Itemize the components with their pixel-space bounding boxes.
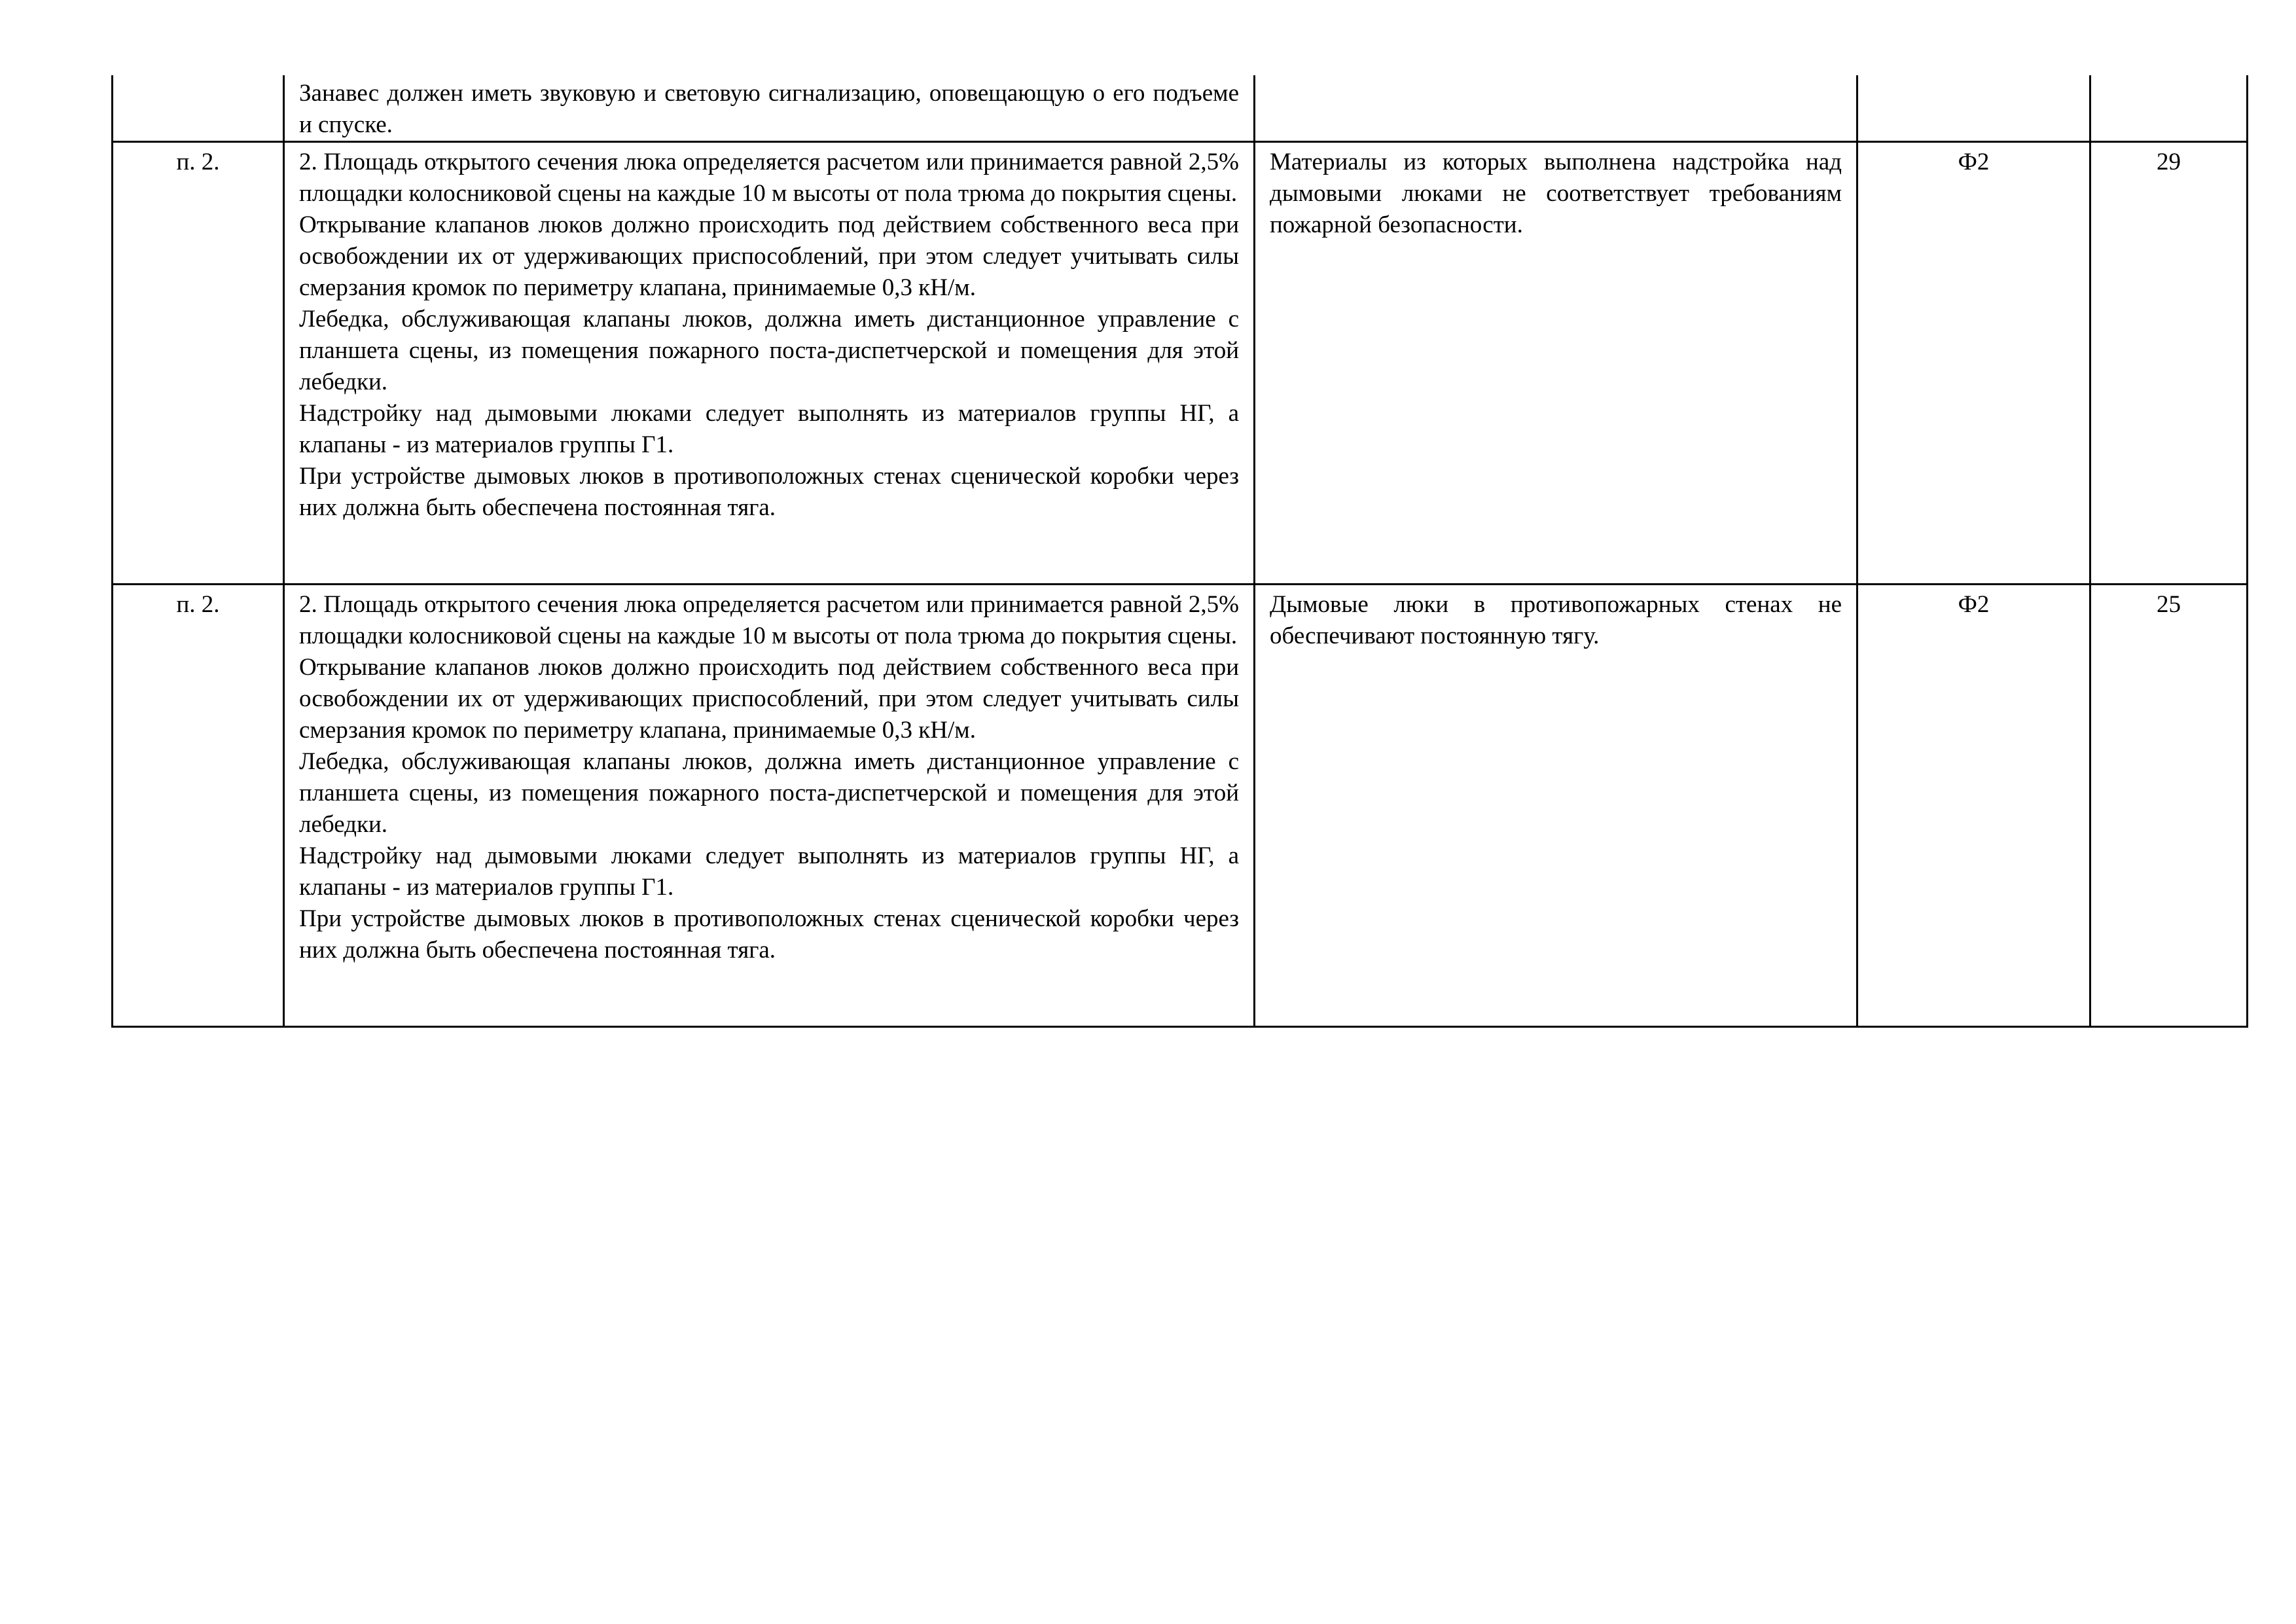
class-cell: Ф2 bbox=[1857, 142, 2090, 585]
requirement-cell bbox=[284, 142, 1255, 585]
page-cell: 29 bbox=[2090, 142, 2248, 585]
table-row bbox=[113, 75, 2248, 142]
clause-number-cell: п. 2. bbox=[113, 142, 284, 585]
requirement-cell bbox=[284, 75, 1255, 142]
requirement-paragraph: Лебедка, обслуживающая клапаны люков, должна иметь дистанционное управление с планшета сцены, из помещения пожарного поста-диспетчерской и помещения для этой лебедки. bbox=[299, 306, 1239, 395]
requirements-table bbox=[111, 75, 2248, 1028]
requirement-paragraph: Надстройку над дымовыми люками следует выполнять из материалов группы НГ, а клапаны - из материалов группы Г1. bbox=[299, 400, 1239, 458]
clause-number-cell bbox=[113, 75, 284, 142]
clause-number-cell: п. 2. bbox=[113, 585, 284, 1027]
requirement-paragraph: 2. Площадь открытого сечения люка определяется расчетом или принимается равной 2,5% площадки колосниковой сцены на каждые 10 м высоты от пола трюма до покрытия сцены. bbox=[299, 149, 1239, 207]
requirement-paragraph: Лебедка, обслуживающая клапаны люков, должна иметь дистанционное управление с планшета сцены, из помещения пожарного поста-диспетчерской и помещения для этой лебедки. bbox=[299, 748, 1239, 838]
requirement-paragraph: Занавес должен иметь звуковую и световую сигнализацию, оповещающую о его подъеме и спуске. bbox=[299, 80, 1239, 138]
requirement-paragraph: 2. Площадь открытого сечения люка определяется расчетом или принимается равной 2,5% площадки колосниковой сцены на каждые 10 м высоты от пола трюма до покрытия сцены. bbox=[299, 591, 1239, 649]
table-row bbox=[113, 142, 2248, 585]
class-cell bbox=[1857, 75, 2090, 142]
violation-text: Дымовые люки в противопожарных стенах не обеспечивают постоянную тягу. bbox=[1270, 591, 1842, 649]
violation-cell bbox=[1255, 585, 1857, 1027]
violation-cell bbox=[1255, 75, 1857, 142]
requirement-paragraph: При устройстве дымовых люков в противоположных стенах сценической коробки через них должна быть обеспечена постоянная тяга. bbox=[299, 463, 1239, 521]
table-row bbox=[113, 585, 2248, 1027]
requirement-paragraph: Открывание клапанов люков должно происходить под действием собственного веса при освобождении их от удерживающих приспособлений, при этом следует учитывать силы смерзания кромок по периметру клапана, принимаемые 0,3 кН/м. bbox=[299, 211, 1239, 301]
requirement-paragraph: Открывание клапанов люков должно происходить под действием собственного веса при освобождении их от удерживающих приспособлений, при этом следует учитывать силы смерзания кромок по периметру клапана, принимаемые 0,3 кН/м. bbox=[299, 654, 1239, 744]
requirement-paragraph: При устройстве дымовых люков в противоположных стенах сценической коробки через них должна быть обеспечена постоянная тяга. bbox=[299, 905, 1239, 964]
violation-cell bbox=[1255, 142, 1857, 585]
page-cell: 25 bbox=[2090, 585, 2248, 1027]
requirement-cell bbox=[284, 585, 1255, 1027]
requirement-paragraph: Надстройку над дымовыми люками следует выполнять из материалов группы НГ, а клапаны - из материалов группы Г1. bbox=[299, 842, 1239, 901]
page-cell bbox=[2090, 75, 2248, 142]
violation-text: Материалы из которых выполнена надстройка над дымовыми люками не соответствует требованиям пожарной безопасности. bbox=[1270, 149, 1842, 238]
class-cell: Ф2 bbox=[1857, 585, 2090, 1027]
